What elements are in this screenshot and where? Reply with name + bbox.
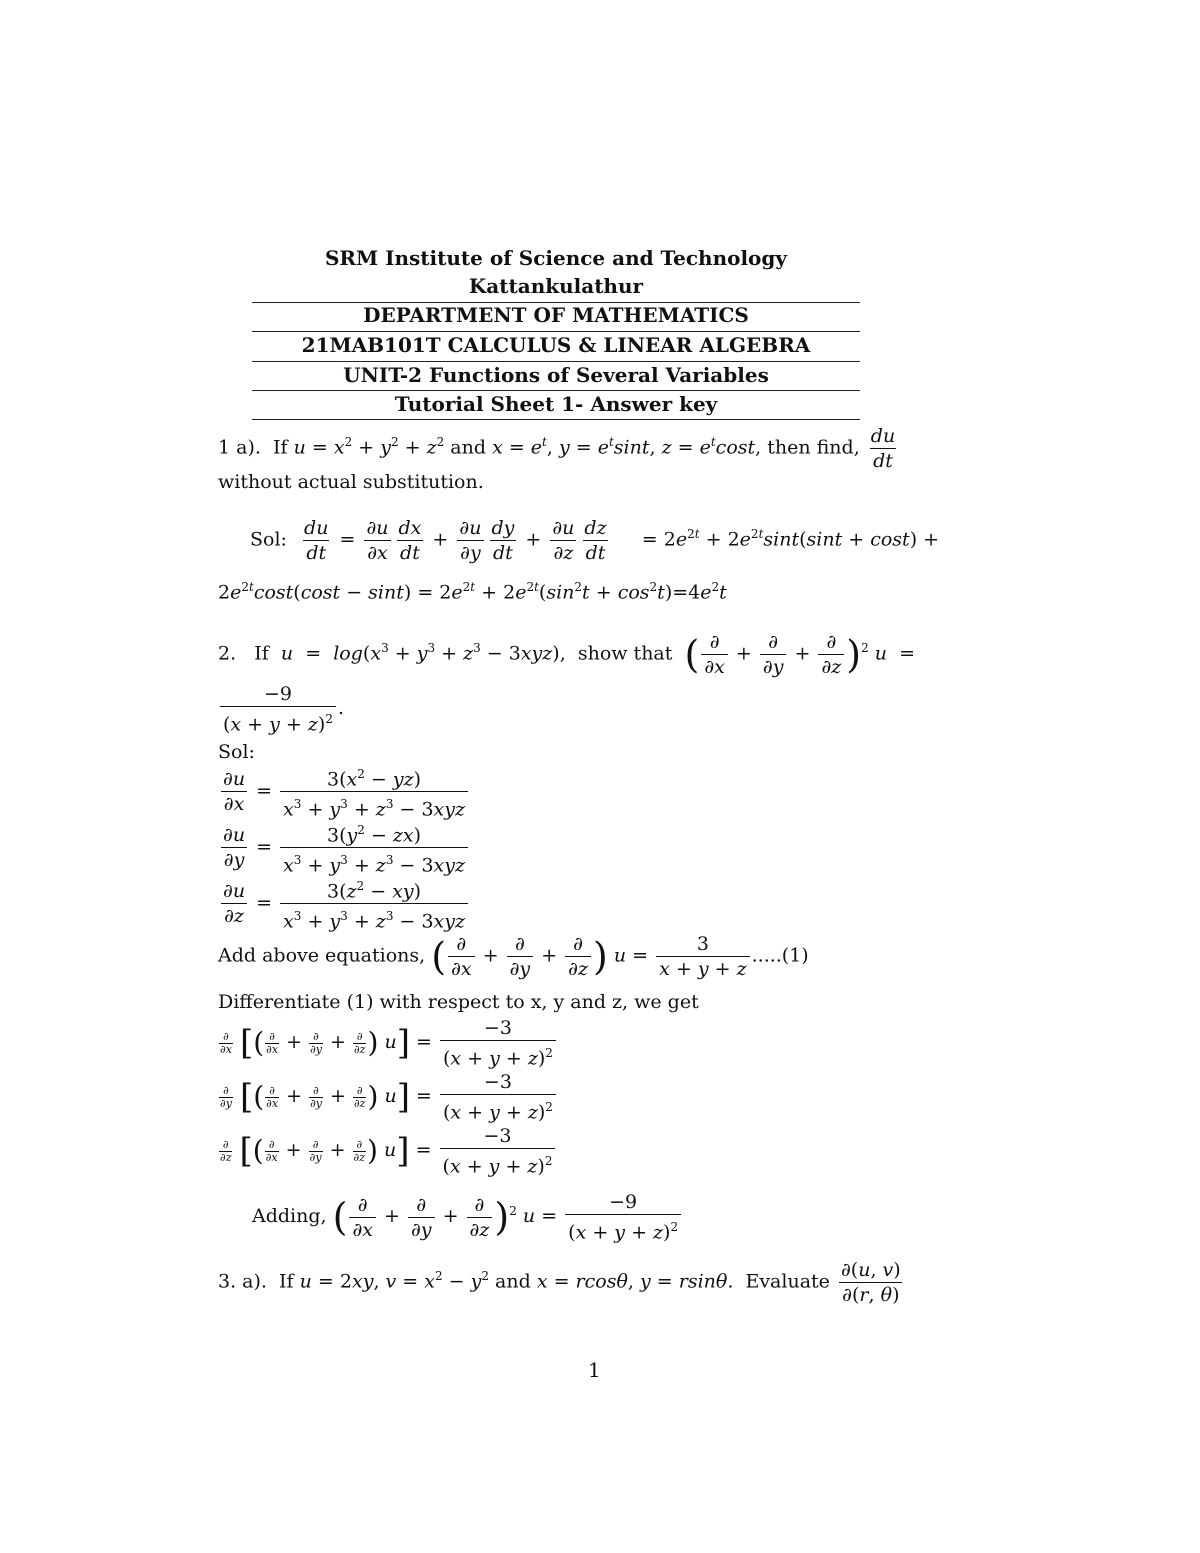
partial-u-y: $\frac{\partial u}{\partial y}$ = $\frac{3(y^2 - zx)}{x^3 + y^3 + z^3 - 3xyz}$: [218, 818, 470, 878]
course-title: 21MAB101T CALCULUS & LINEAR ALGEBRA: [301, 333, 811, 357]
second-derivative-z: $\frac{\partial}{\partial z}$ [( $\frac{\partial}{\partial x}$ + $\frac{\partial}{\partial y}$ + $\frac{\partial}{\partial z}$ ) u] = $\frac{-3}{(x + y + z)^2}$: [218, 1124, 557, 1178]
differentiate-line: Differentiate (1) with respect to x, y and z, we get: [218, 991, 699, 1013]
adding-result-line: Adding, ( $\frac{\partial}{\partial x}$ + $\frac{\partial}{\partial y}$ + $\frac{\partial}{\partial z}$ )$^2$ u = $\frac{-9}{(x + y + z)^2}$: [252, 1190, 683, 1244]
add-equations-line: Add above equations, ( $\frac{\partial}{\partial x}$ + $\frac{\partial}{\partial y}$ + $\frac{\partial}{\partial z}$ ) u = $\frac{3}{x + y + z}$ .....(1): [218, 933, 809, 980]
question-3-statement: 3. a). If u = 2xy, $v = x^2 - y^2$ and x = rcosθ, y = rsinθ. Evaluate $\frac{\partial(u, v)}{\partial(r, \theta)}$: [218, 1259, 901, 1306]
department-name: DEPARTMENT OF MATHEMATICS: [363, 303, 749, 327]
header-rule: [252, 331, 860, 332]
question-2-sol-label: Sol:: [218, 741, 255, 763]
question-2-statement: 2. If $u = \log(x^3 + y^3 + z^3 - 3xyz)$, show that ( $\frac{\partial}{\partial x}$ + $\frac{\partial}{\partial y}$ + $\frac{\partial}{\partial z}$ )$^2$ u =: [218, 631, 916, 678]
question-1-solution-line1: Sol: $\frac{du}{dt}$ = $\frac{\partial u}{\partial x}$ $\frac{dx}{dt}$ + $\frac{\partial u}{\partial y}$ $\frac{dy}{dt}$ + $\frac{\partial u}{\partial z}$ $\frac{dz}{dt}$ = $2e^{2t} + 2e^{2t}\sin t(\sin t + \cos t)$ +: [250, 517, 940, 564]
question-2-statement-rhs: $\frac{-9}{(x + y + z)^2}$ .: [218, 682, 344, 736]
partial-u-z: $\frac{\partial u}{\partial z}$ = $\frac{3(z^2 - xy)}{x^3 + y^3 + z^3 - 3xyz}$: [218, 874, 470, 934]
page-number: 1: [588, 1358, 601, 1382]
question-label: 2.: [218, 642, 237, 665]
header-rule: [252, 419, 860, 420]
institute-name: SRM Institute of Science and Technology: [324, 246, 788, 270]
question-label: 3. a).: [218, 1270, 267, 1293]
unit-title: UNIT-2 Functions of Several Variables: [343, 363, 769, 387]
second-derivative-x: $\frac{\partial}{\partial x}$ [( $\frac{\partial}{\partial x}$ + $\frac{\partial}{\partial y}$ + $\frac{\partial}{\partial z}$ ) u] = $\frac{-3}{(x + y + z)^2}$: [218, 1016, 558, 1070]
question-1-instruction: without actual substitution.: [218, 471, 484, 493]
campus-name: Kattankulathur: [468, 274, 644, 298]
partial-u-x: $\frac{\partial u}{\partial x}$ = $\frac{3(x^2 - yz)}{x^3 + y^3 + z^3 - 3xyz}$: [218, 762, 470, 822]
header-rule: [252, 390, 860, 391]
header-rule: [252, 361, 860, 362]
question-1-solution-line2: $2e^{2t}\cos t(\cos t - \sin t) = 2e^{2t} + 2e^{2t}(\sin^2t + \cos^2t)=4e^2t$: [218, 580, 727, 604]
question-1-statement: 1 a). If $u = x^2 + y^2 + z^2$ and $x = e^t$, $y = e^t\sin t$, $z = e^t\cos t$, then find, $\frac{du}{dt}$: [218, 425, 896, 472]
second-derivative-y: $\frac{\partial}{\partial y}$ [( $\frac{\partial}{\partial x}$ + $\frac{\partial}{\partial y}$ + $\frac{\partial}{\partial z}$ ) u] = $\frac{-3}{(x + y + z)^2}$: [218, 1070, 558, 1124]
sheet-title: Tutorial Sheet 1- Answer key: [394, 392, 718, 416]
question-label: 1 a).: [218, 436, 261, 459]
